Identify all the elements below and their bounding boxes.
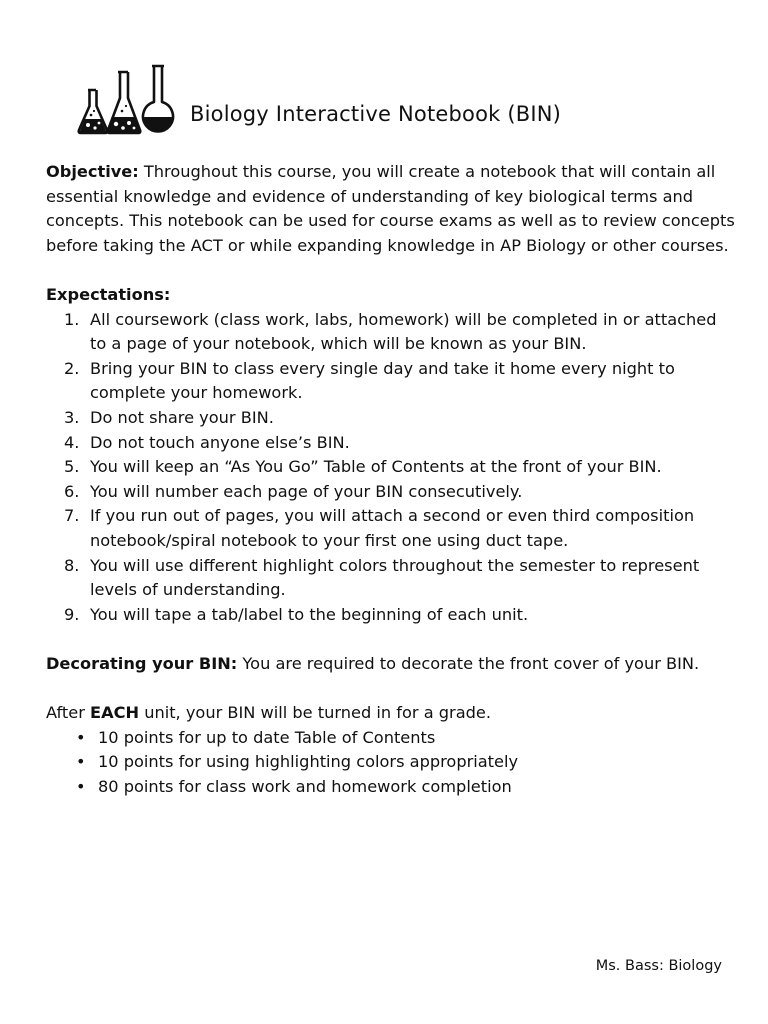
list-item-number: 1. — [64, 309, 80, 329]
list-item-text: Bring your BIN to class every single day and take it home every night to complete your homework. — [90, 358, 675, 403]
document-header — [76, 62, 561, 138]
list-item — [46, 750, 736, 775]
list-item-number: 7. — [64, 506, 80, 526]
list-item-number: 2. — [64, 358, 80, 378]
grading-intro — [46, 701, 736, 726]
lab-flasks-icon — [76, 62, 182, 138]
bullet-icon: • — [76, 752, 86, 772]
list-item-text: All coursework (class work, labs, homework) will be completed in or attached to a page of your notebook, which will be known as your BIN. — [90, 309, 717, 354]
objective-label: Objective: — [46, 162, 139, 181]
expectations-label: Expectations: — [46, 284, 171, 304]
list-item-text: You will use different highlight colors throughout the semester to represent levels of understanding. — [90, 555, 700, 600]
page-title: Biology Interactive Notebook (BIN) — [190, 102, 562, 126]
list-item — [46, 406, 736, 431]
expectations-list — [46, 308, 736, 628]
objective-text: Throughout this course, you will create a notebook that will contain all essential knowledge and evidence of understanding of key biological terms and concepts. This notebook can be used for course exams as well as to review concepts before taking the ACT or while expanding knowledge in AP Biology or other courses. — [46, 162, 735, 255]
document-body — [46, 160, 736, 799]
list-item-number: 6. — [64, 481, 80, 501]
list-item-text: Do not share your BIN. — [90, 407, 274, 427]
grading-intro-after: unit, your BIN will be turned in for a grade. — [139, 703, 491, 723]
list-item — [46, 431, 736, 456]
list-item — [46, 455, 736, 480]
list-item-number: 4. — [64, 432, 80, 452]
list-item — [46, 775, 736, 800]
bullet-icon: • — [76, 776, 86, 796]
list-item-text: You will number each page of your BIN consecutively. — [90, 481, 523, 501]
list-item-text: 10 points for up to date Table of Contents — [98, 727, 436, 747]
list-item — [46, 726, 736, 751]
list-item — [46, 603, 736, 628]
list-item — [46, 480, 736, 505]
decorating-paragraph — [46, 652, 736, 677]
objective-paragraph — [46, 160, 736, 258]
grading-intro-emphasis: EACH — [90, 703, 140, 723]
grading-list — [46, 726, 736, 800]
bullet-icon: • — [76, 727, 86, 747]
list-item — [46, 308, 736, 357]
list-item — [46, 504, 736, 553]
grading-intro-before: After — [46, 703, 91, 723]
list-item-text: You will tape a tab/label to the beginning of each unit. — [90, 604, 529, 624]
list-item-number: 5. — [64, 457, 80, 477]
list-item — [46, 554, 736, 603]
page-footer: Ms. Bass: Biology — [595, 958, 722, 974]
list-item-number: 9. — [64, 604, 80, 624]
list-item-number: 3. — [64, 407, 80, 427]
list-item-text: 80 points for class work and homework completion — [98, 776, 512, 796]
list-item-text: If you run out of pages, you will attach a second or even third composition notebook/spiral notebook to your first one using duct tape. — [90, 506, 695, 550]
list-item-text: Do not touch anyone else’s BIN. — [90, 432, 350, 452]
list-item-number: 8. — [64, 555, 80, 575]
list-item-text: 10 points for using highlighting colors appropriately — [98, 752, 519, 772]
decorating-text: You are required to decorate the front cover of your BIN. — [237, 653, 700, 673]
list-item — [46, 357, 736, 406]
decorating-label: Decorating your BIN: — [46, 653, 238, 673]
list-item-text: You will keep an “As You Go” Table of Contents at the front of your BIN. — [90, 457, 662, 477]
